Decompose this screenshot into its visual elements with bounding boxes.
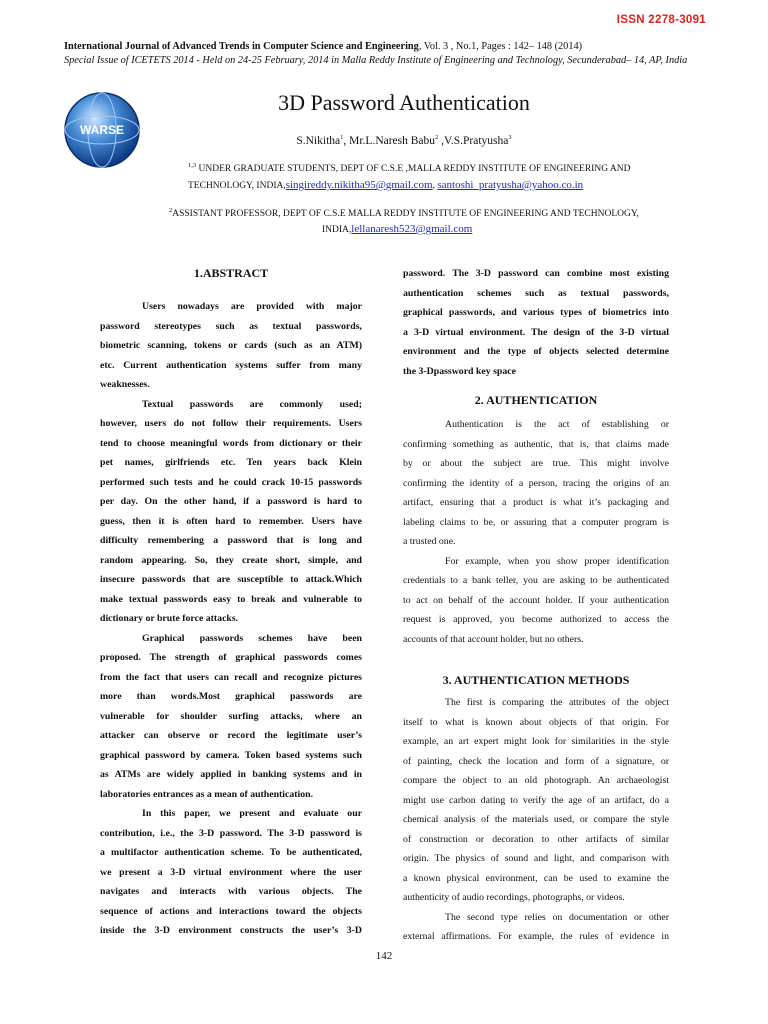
text-line: sequence of actions and interactions toward the objects: [100, 905, 362, 917]
text-line: a known physical environment, can be used to examine the: [403, 872, 669, 884]
abstract-para-2: [100, 395, 362, 629]
text-line: authentication schemes such as textual passwords,: [403, 287, 669, 299]
text-line: however, users do not follow their requirements. Users: [100, 418, 362, 429]
methods-heading: 3. AUTHENTICATION METHODS: [442, 673, 630, 687]
text-line: guess, then it is often hard to remember. Users have: [100, 515, 362, 527]
text-line: Users nowadays are provided with major: [142, 301, 362, 312]
affiliation-2-line-1: [169, 207, 639, 219]
methods-para-1: [403, 693, 669, 908]
author-1-sup: 1: [340, 134, 344, 141]
text-line: difficulty remembering a password that is long and: [100, 535, 362, 546]
affiliation-1-line-2: [188, 179, 583, 191]
text-line: origin. The physics of sound and light, and comparison with: [403, 853, 669, 864]
authentication-para-1: [403, 415, 669, 552]
text-line: Authentication is the act of establishing or: [445, 419, 669, 430]
logo-text: WARSE: [79, 123, 125, 137]
text-line: navigates and interacts with various objects. The: [100, 886, 362, 897]
text-line: of construction or decoration to other artifacts of similar: [403, 833, 669, 845]
page-number: 142: [375, 950, 393, 962]
text-line: password stereotypes such as textual passwords,: [100, 320, 362, 332]
text-line: we present a 3-D virtual environment where the user: [100, 866, 362, 878]
text-line: Graphical passwords schemes have been: [142, 632, 362, 644]
text-line: graphical passwords, and various types of biometrics into: [403, 307, 669, 318]
journal-header: [64, 41, 724, 52]
text-line: insecure passwords that are susceptible to attack.Which: [100, 574, 362, 585]
text-line: tend to choose meaningful words from dictionary or their: [100, 437, 362, 449]
text-line: example, an art expert might look for similarities in the style: [403, 736, 669, 747]
text-line: request is approved, you become authorized to access the: [403, 614, 669, 625]
issn-label: ISSN 2278-3091: [616, 14, 706, 26]
special-issue-note: Special Issue of ICETETS 2014 - Held on 24-25 February, 2014 in Malla Reddy Institute of Engineering and Technology, Secunderabad– 14, AP, India: [64, 55, 688, 66]
aff1-text: UNDER GRADUATE STUDENTS, DEPT OF C.S.E ,MALLA REDDY INSTITUTE OF ENGINEERING AND: [196, 164, 631, 175]
author-1: S.Nikitha: [296, 134, 341, 147]
text-line: the 3-Dpassword key space: [403, 365, 516, 377]
text-line: dictionary or brute force attacks.: [100, 613, 239, 624]
text-line: a 3-D virtual environment. The design of the 3-D virtual: [403, 326, 669, 338]
text-line: password. The 3-D password can combine most existing: [403, 268, 669, 279]
abstract-para-3: [100, 629, 362, 805]
author-3-sup: 3: [508, 134, 512, 141]
text-line: inside the 3-D environment constructs the user’s 3-D: [100, 925, 362, 936]
abstract-para-4: [100, 804, 362, 941]
text-line: random appearing. So, they create short, simple, and: [100, 554, 362, 566]
text-line: confirming something as authentic, that is, that claims made: [403, 438, 669, 450]
text-line: etc. Current authentication systems suffer from many: [100, 359, 362, 371]
journal-name: International Journal of Advanced Trends in Computer Science and Engineering: [64, 41, 419, 52]
text-line: compare the object to an old photograph. An archaeologist: [403, 775, 669, 786]
text-line: The first is comparing the attributes of the object: [445, 697, 669, 708]
text-line: chemical analysis of the materials used, or compare the style: [403, 814, 669, 825]
email-link-3[interactable]: lellanaresh523@gmail.com: [351, 223, 473, 235]
abstract-heading: 1.ABSTRACT: [193, 266, 269, 280]
text-line: Textual passwords are commonly used;: [142, 398, 362, 410]
text-line: might use carbon dating to verify the age of an artifact, do a: [403, 794, 669, 806]
abstract-para-1: [100, 297, 362, 395]
journal-volume: , Vol. 3 , No.1, Pages : 142– 148 (2014): [418, 41, 583, 52]
text-line: environment and the type of objects selected determine: [403, 346, 669, 357]
text-line: make textual passwords easy to break and vulnerable to: [100, 593, 362, 605]
email-link-1[interactable]: singireddy.nikitha95@gmail.com: [285, 179, 433, 191]
methods-para-2: [403, 908, 669, 947]
author-2-sup: 2: [435, 134, 439, 141]
email-separator: ,: [432, 181, 438, 191]
text-line: itself to what is known about objects of that origin. For: [403, 716, 669, 728]
text-line: labeling claims to be, or assuring that a computer program is: [403, 516, 669, 528]
text-line: credentials to a bank teller, you are asking to be authenticated: [403, 575, 669, 586]
text-line: confirming the identity of a person, tracing the origins of an: [403, 477, 669, 489]
text-line: vulnerable for shoulder surfing attacks, where an: [100, 710, 362, 722]
text-line: contribution, i.e., the 3-D password. The 3-D password is: [100, 827, 362, 839]
text-line: performed such tests and he could crack 10-15 passwords: [100, 476, 362, 488]
author-list: [0, 134, 768, 147]
author-3: ,V.S.Pratyusha: [438, 134, 509, 147]
authentication-para-2: [403, 552, 669, 650]
aff2-text-2: INDIA,: [322, 225, 352, 235]
text-line: external affirmations. For example, the rules of evidence in: [403, 931, 669, 942]
right-column: [403, 264, 669, 947]
text-line: artifact, ensuring that a product is what it’s packaging and: [403, 497, 669, 508]
text-line: by or about the subject are true. This might involve: [403, 458, 669, 469]
text-line: of painting, check the location and form of a signature, or: [403, 755, 669, 767]
text-line: graphical password by camera. Token based systems such: [100, 749, 362, 761]
text-line: from the fact that users can recall and recognize pictures: [100, 671, 362, 683]
text-line: The second type relies on documentation or other: [445, 911, 669, 923]
text-line: a multifactor authentication scheme. To be authenticated,: [100, 847, 362, 858]
text-line: more than words.Most graphical passwords are: [100, 691, 362, 702]
affiliation-1-line-1: [188, 162, 630, 174]
text-line: to act on behalf of the account holder. If your authentication: [403, 594, 669, 606]
text-line: authenticity of audio recordings, photographs, or videos.: [403, 892, 625, 903]
aff1-sup: 1,3: [188, 162, 197, 169]
aff2-sup: 2: [169, 207, 173, 214]
aff1-text-2: TECHNOLOGY, INDIA,: [188, 181, 286, 191]
email-link-2[interactable]: santoshi_pratyusha@yahoo.co.in: [437, 179, 584, 191]
text-line: a trusted one.: [403, 536, 456, 547]
text-line: proposed. The strength of graphical passwords comes: [100, 652, 362, 663]
text-line: attacker can observe or record the legitimate user’s: [100, 730, 362, 741]
text-line: laboratories entrances as a mean of authentication.: [100, 788, 314, 800]
authentication-heading: 2. AUTHENTICATION: [474, 393, 598, 407]
text-line: biometric scanning, tokens or cards (such as an ATM): [100, 340, 362, 351]
affiliation-2-line-2: [322, 223, 472, 235]
abstract-continuation: [403, 264, 669, 381]
text-line: accounts of that account holder, but no others.: [403, 633, 584, 645]
left-column: [100, 264, 362, 941]
text-line: weaknesses.: [100, 379, 150, 390]
text-line: In this paper, we present and evaluate our: [142, 808, 362, 819]
text-line: as ATMs are widely applied in banking systems and in: [100, 769, 362, 780]
author-2: , Mr.L.Naresh Babu: [343, 134, 436, 147]
text-line: per day. On the other hand, if a password is hard to: [100, 496, 362, 507]
paper-title: 3D Password Authentication: [278, 90, 530, 115]
aff2-text: ASSISTANT PROFESSOR, DEPT OF C.S.E MALLA REDDY INSTITUTE OF ENGINEERING AND TECHNOLOGY,: [172, 209, 639, 220]
text-line: pet names, girlfriends etc. Ten years back Klein: [100, 457, 362, 468]
text-line: For example, when you show proper identification: [445, 555, 669, 567]
